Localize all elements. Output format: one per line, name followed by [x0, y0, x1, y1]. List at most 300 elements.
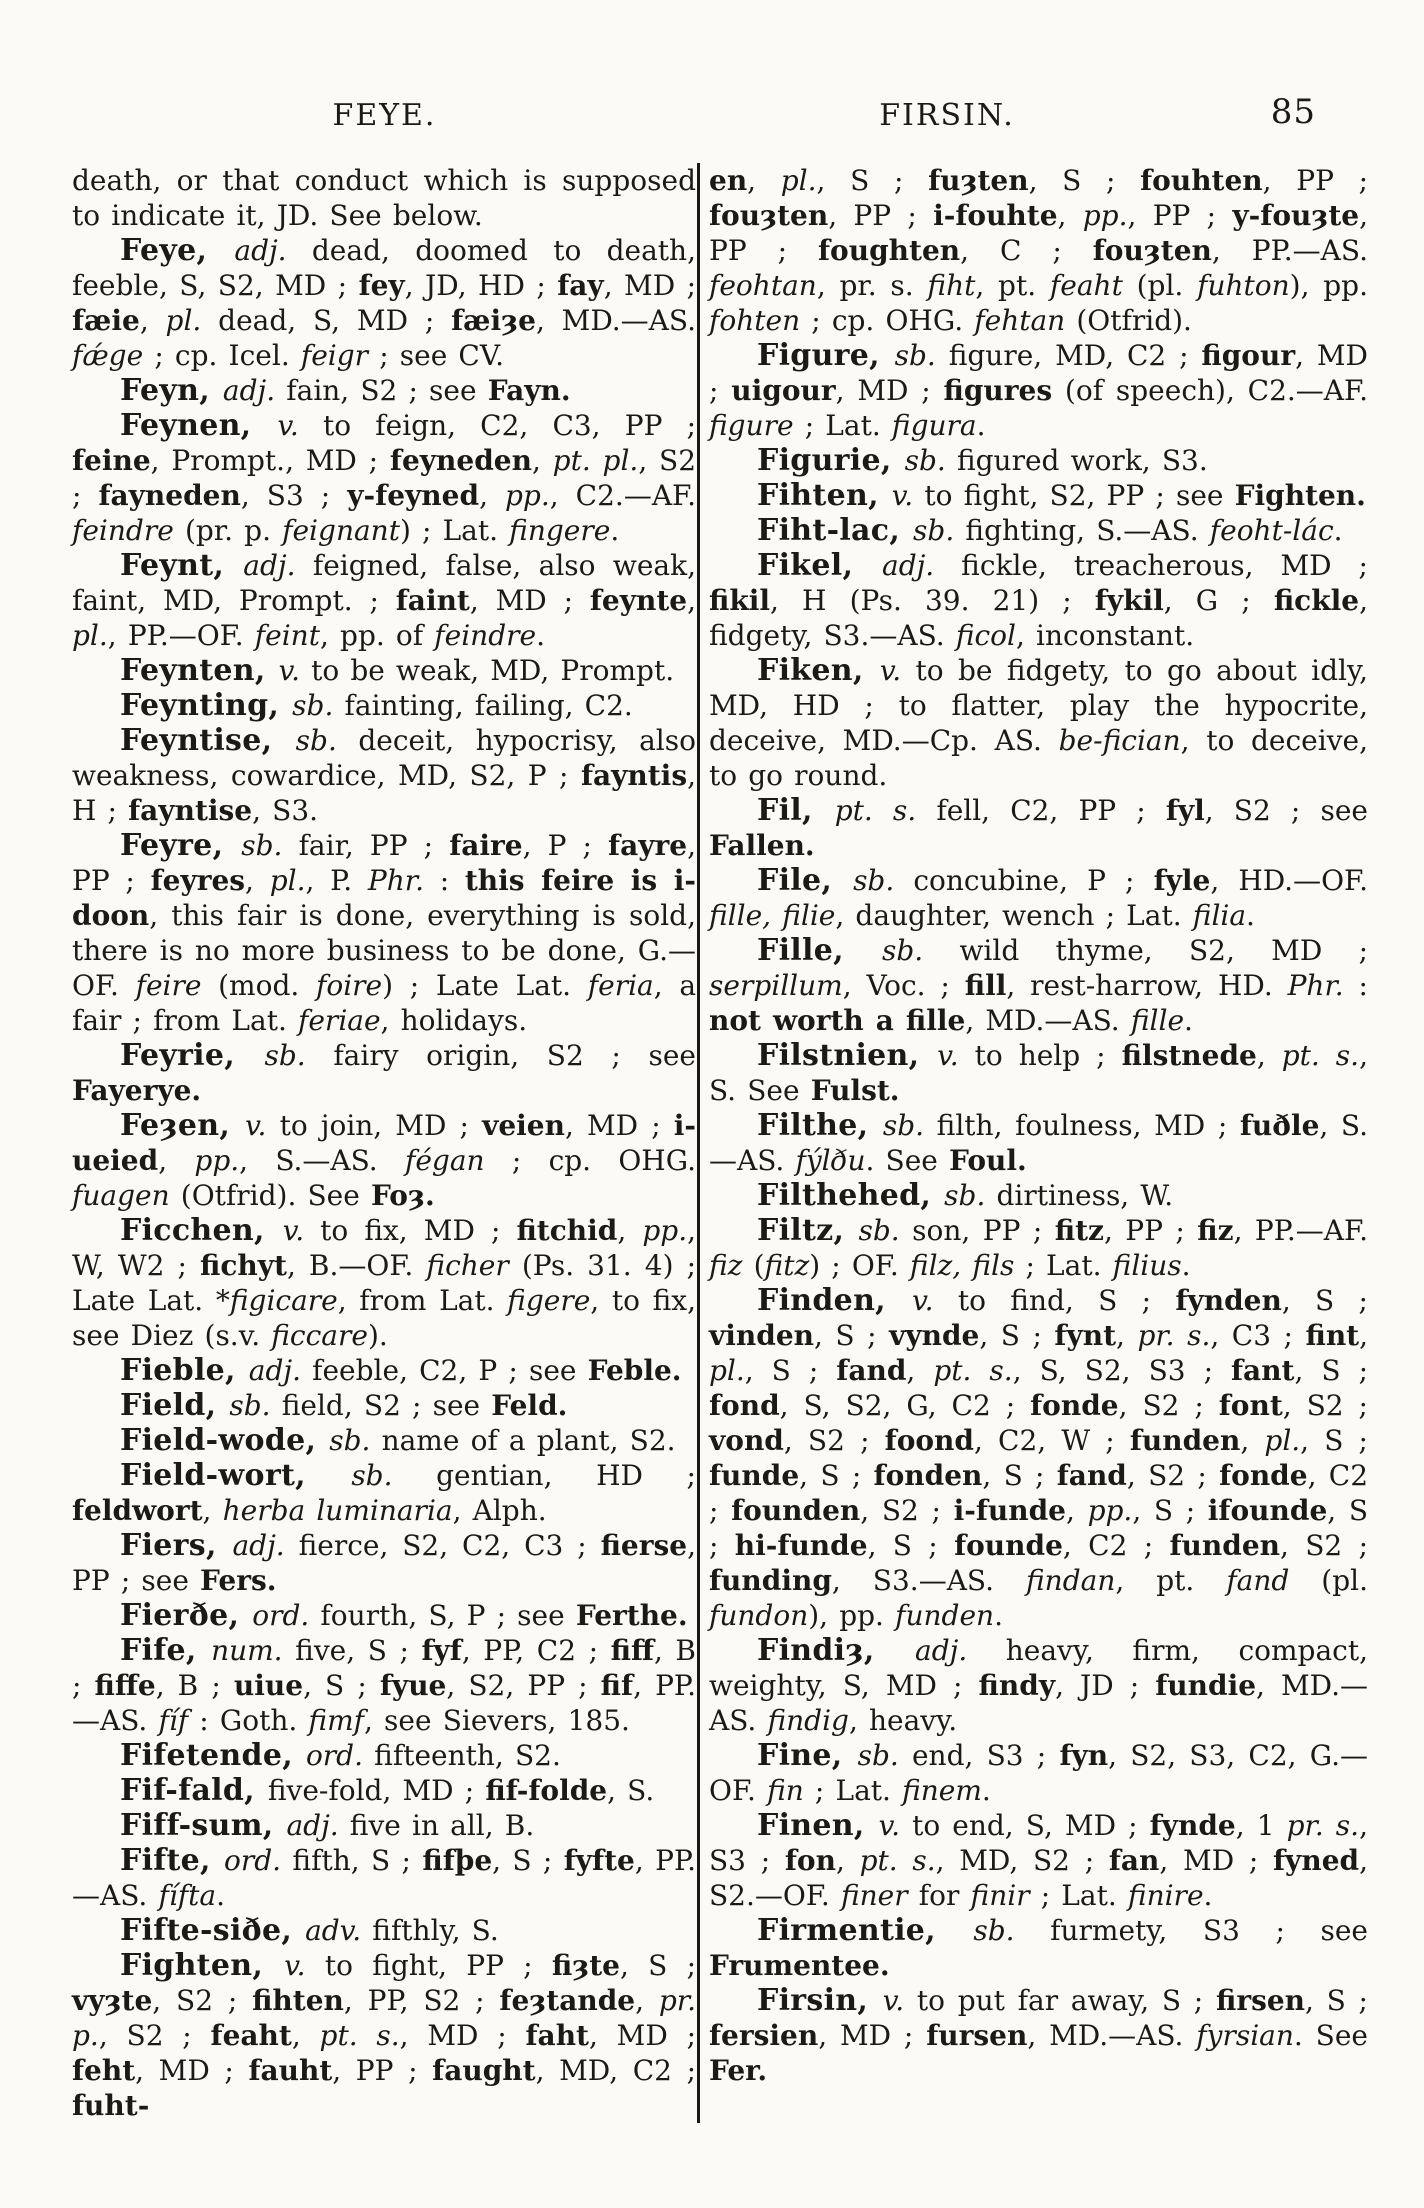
text-run: , C2.—AF. [549, 479, 697, 512]
dictionary-entry [709, 1983, 1368, 2088]
text-run: . See [1293, 2019, 1368, 2052]
dictionary-entry [709, 1808, 1368, 1913]
text-run: , [202, 1494, 223, 1527]
text-run: , S.—AS. [239, 1144, 405, 1177]
variant-form: Frumentee. [709, 1949, 890, 1982]
running-title-right: FIRSIN. [879, 98, 1015, 133]
headword: Feynting, [120, 688, 293, 723]
dictionary-entry [709, 513, 1368, 548]
text-run: , S ; [619, 1949, 696, 1982]
text-run: , MD ; [564, 1109, 674, 1142]
page-header [0, 92, 1424, 142]
text-run: , [531, 444, 553, 477]
variant-form: funde [709, 1459, 800, 1492]
text-run: concubine, P ; [894, 864, 1154, 897]
variant-form: fif-folde [485, 1774, 608, 1807]
text-run: , PP, S2 ; [343, 1984, 500, 2017]
headword: Fifte-siðe, [120, 1913, 306, 1948]
text-run: , PP.—AS. [72, 1844, 697, 1912]
grammar-label: adj. [243, 549, 296, 582]
grammar-label: fimf [308, 1704, 364, 1737]
text-run: , PP ; [1127, 199, 1233, 232]
grammar-label: sb. [857, 1739, 899, 1772]
variant-form: vyȝte [72, 1984, 153, 2017]
variant-form: fickle [1273, 584, 1360, 617]
text-run: , W, W2 ; [72, 1214, 696, 1282]
grammar-label: fundon [709, 1599, 809, 1632]
text-run: , B.—OF. [286, 1249, 427, 1282]
text-run: dirtiness, W. [985, 1179, 1174, 1212]
variant-form: fill [964, 969, 1007, 1002]
grammar-label: fuhton [1197, 269, 1290, 302]
grammar-label: v. [277, 409, 299, 442]
variant-form: foughten [818, 234, 961, 267]
text-run: fourth, S, P ; see [309, 1599, 576, 1632]
variant-form: findy [978, 1669, 1056, 1702]
text-run: ). [367, 1319, 388, 1352]
variant-form: fayntis [580, 759, 688, 792]
grammar-label: serpillum [709, 969, 843, 1002]
grammar-label: Phr. [1287, 969, 1344, 1002]
text-run: . [216, 1879, 225, 1912]
grammar-label: v. [879, 654, 902, 687]
headword: Fifte, [120, 1843, 224, 1878]
text-run: , PP.—AF. [1233, 1214, 1368, 1247]
variant-form: Foul. [949, 1144, 1027, 1177]
grammar-label: pl. [780, 164, 817, 197]
text-run: , B ; [155, 1669, 234, 1702]
variant-form: Feble. [587, 1354, 682, 1387]
variant-form: Feld. [491, 1389, 568, 1422]
grammar-label: sb. [882, 1109, 925, 1142]
text-run: five in all, B. [338, 1809, 535, 1842]
variant-form: faht [525, 2019, 589, 2052]
dictionary-entry [72, 1458, 696, 1528]
grammar-label: pr. s. [1286, 1809, 1360, 1842]
text-run: (Ps. 31. 4) ; Late Lat. * [72, 1249, 696, 1317]
variant-form: i-fouhte [933, 199, 1058, 232]
variant-form: faire [449, 829, 523, 862]
variant-form: fon [784, 1844, 836, 1877]
grammar-label: pt. s. [859, 1844, 936, 1877]
text-run: ; Lat. [803, 1774, 903, 1807]
variant-form: fifþe [422, 1844, 493, 1877]
dictionary-entry [72, 373, 696, 408]
dictionary-entry [709, 1038, 1368, 1108]
headword: Feyre, [120, 828, 242, 863]
variant-form: founden [731, 1494, 861, 1527]
grammar-label: sb. [858, 1214, 900, 1247]
text-run: , MD ; [603, 269, 697, 302]
variant-form: founde [954, 1529, 1063, 1562]
grammar-label: finir [970, 1879, 1030, 1912]
grammar-label: num. [211, 1634, 283, 1667]
text-run: , PP ; see [72, 1529, 696, 1597]
text-run: , H ; [72, 759, 696, 827]
text-run: , S ; [1028, 164, 1141, 197]
text-run: , S ; [799, 1459, 874, 1492]
text-run: , S2 ; [1126, 1459, 1220, 1492]
text-run: ; see CV. [368, 339, 505, 372]
text-run: fair, PP ; [282, 829, 450, 862]
text-run: , S2.—OF. [709, 1844, 1368, 1912]
grammar-label: sb. [904, 444, 946, 477]
variant-form: funding [709, 1564, 832, 1597]
text-run: , S ; [744, 1354, 837, 1387]
text-run: , [139, 304, 166, 337]
grammar-label: fitz [764, 1249, 810, 1282]
text-run: , MD.—AS. [965, 1004, 1131, 1037]
text-run: , heavy. [848, 1704, 958, 1737]
grammar-label: fuagen [72, 1179, 170, 1212]
text-run: : Goth. [188, 1704, 309, 1737]
dictionary-entry [72, 1423, 696, 1458]
variant-form: faint [395, 584, 470, 617]
variant-form: fikil [709, 584, 771, 617]
text-run: , S2 ; [1280, 1529, 1368, 1562]
text-run: , S ; [814, 1319, 890, 1352]
text-run: ( [742, 1249, 765, 1282]
text-run: fell, C2, PP ; [916, 794, 1166, 827]
text-run: fierce, S2, C2, C3 ; [284, 1529, 601, 1562]
text-run: , [747, 164, 781, 197]
text-run: to feign, C2, C3, PP ; [298, 409, 696, 442]
variant-form: y-feyned [347, 479, 480, 512]
grammar-label: adj. [234, 234, 287, 267]
text-run: figure, MD, C2 ; [935, 339, 1202, 372]
text-run: (mod. [201, 969, 316, 1002]
variant-form: vond [709, 1424, 784, 1457]
dictionary-entry [709, 1108, 1368, 1178]
headword: Fif-fald, [120, 1773, 268, 1808]
variant-form: fundie [1155, 1669, 1257, 1702]
text-run: , S ; [982, 1459, 1057, 1492]
text-run: to join, MD ; [266, 1109, 483, 1142]
dictionary-entry [72, 1843, 696, 1913]
dictionary-entry [72, 1108, 696, 1213]
text-run: ; Lat. [793, 409, 892, 442]
text-run: , [245, 864, 270, 897]
headword: Field, [120, 1388, 230, 1423]
dictionary-entry [709, 1738, 1368, 1808]
variant-form: fouȝten [1092, 234, 1212, 267]
text-run: . [994, 1599, 1003, 1632]
text-run: ) ; Late Lat. [382, 969, 588, 1002]
variant-form: fayre [608, 829, 688, 862]
variant-form: fond [709, 1389, 780, 1422]
text-run: , G ; [1163, 584, 1274, 617]
headword: File, [757, 863, 854, 898]
text-run: five-fold, MD ; [267, 1774, 486, 1807]
dictionary-entry [709, 933, 1368, 1038]
text-run: ; cp. OHG. [800, 304, 975, 337]
text-run: fifthly, S. [361, 1914, 499, 1947]
grammar-label: pl. [72, 619, 108, 652]
grammar-label: adj. [232, 1529, 285, 1562]
grammar-label: sb. [241, 829, 283, 862]
column-left [72, 163, 696, 2123]
text-run: , [1057, 199, 1083, 232]
variant-form: Fallen. [709, 829, 815, 862]
text-run: , MD ; [135, 2054, 249, 2087]
text-run: , this fair is done, everything is sold, there is no more business to be done, G.—OF. [72, 899, 696, 1002]
grammar-label: sb. [881, 934, 924, 967]
grammar-label: fiht [927, 269, 976, 302]
text-run: , [617, 1214, 643, 1247]
grammar-label: ord. [305, 1739, 364, 1772]
text-run: , S, S2, G, C2 ; [779, 1389, 1031, 1422]
variant-form: fyfte [563, 1844, 635, 1877]
text-run: , PP ; [1103, 1214, 1198, 1247]
headword: Field-wort, [120, 1458, 352, 1493]
text-run: , C ; [960, 234, 1093, 267]
dictionary-entry [709, 1913, 1368, 1983]
variant-form: fey [358, 269, 405, 302]
grammar-label: pp. [505, 479, 550, 512]
text-run: ; Lat. [1029, 1879, 1128, 1912]
variant-form: fynden [1175, 1284, 1282, 1317]
entry-continuation [72, 163, 696, 233]
grammar-label: adj. [882, 549, 935, 582]
text-run: , MD ; [709, 339, 1368, 407]
grammar-label: fíf [158, 1704, 189, 1737]
text-run: , P. [305, 864, 368, 897]
text-run: , Voc. ; [842, 969, 965, 1002]
grammar-label: sb. [329, 1424, 371, 1457]
variant-form: i-funde [953, 1494, 1066, 1527]
grammar-label: pt. s. [319, 2019, 400, 2052]
text-run: fain, S2 ; see [275, 374, 488, 407]
grammar-label: v. [245, 1109, 267, 1142]
text-run: . [1333, 514, 1343, 547]
text-run: , pr. s. [816, 269, 928, 302]
variant-form: fonde [1030, 1389, 1119, 1422]
grammar-label: foire [315, 969, 383, 1002]
text-run: (pr. p. [173, 514, 283, 547]
grammar-label: pr. s. [1137, 1319, 1211, 1352]
text-run: , C3 ; [1210, 1319, 1306, 1352]
text-run: deceit, hypocrisy, also weakness, cowardice, MD, S2, P ; [72, 724, 696, 792]
grammar-label: fǽge [72, 339, 144, 372]
text-run: feigned, false, also weak, faint, MD, Prompt. ; [72, 549, 696, 617]
text-run: heavy, firm, compact, weighty, S, MD ; [709, 1634, 1368, 1702]
text-run: , [906, 1354, 934, 1387]
text-run: ; Lat. [1014, 1249, 1113, 1282]
grammar-label: sb. [295, 724, 337, 757]
grammar-label: fyrsian [1196, 2019, 1294, 2052]
text-run: : [423, 864, 465, 897]
column-divider-rule [697, 163, 700, 2123]
dictionary-entry [72, 1633, 696, 1738]
headword: Fihten, [757, 478, 892, 513]
variant-form: faught [432, 2054, 536, 2087]
text-run: , MD, C2 ; [535, 2054, 697, 2087]
text-run: ) ; Lat. [399, 514, 510, 547]
text-run: ; cp. OHG. [484, 1144, 696, 1177]
variant-form: figures [943, 374, 1053, 407]
text-run: . See [865, 1144, 949, 1177]
text-run: (pl. [1122, 269, 1198, 302]
headword: Filthehed, [757, 1178, 945, 1213]
grammar-label: adv. [305, 1914, 362, 1947]
grammar-label: v. [937, 1039, 959, 1072]
headword: Feyrie, [120, 1038, 265, 1073]
text-run: , S ; [1305, 1984, 1368, 2017]
headword: Feyn, [120, 373, 223, 408]
text-run: to put far away, S ; [904, 1984, 1216, 2017]
variant-form: fyl [1165, 794, 1205, 827]
grammar-label: feria [587, 969, 654, 1002]
variant-form: funden [1169, 1529, 1280, 1562]
text-run: , C2 ; [1062, 1529, 1170, 1562]
grammar-label: pt. pl. [552, 444, 639, 477]
text-run: dead, doomed to death, feeble, S, S2, MD ; [72, 234, 696, 302]
text-run: , pt. [1115, 1564, 1227, 1597]
column-right [709, 163, 1368, 2123]
dictionary-entry [72, 548, 696, 653]
grammar-label: sb. [944, 1179, 986, 1212]
grammar-label: pt. s. [834, 794, 917, 827]
variant-form: fauht [248, 2054, 333, 2087]
text-run: , HD.—OF. [1210, 864, 1369, 897]
text-run: , S ; [1300, 1424, 1368, 1457]
variant-form: fitchid [516, 1214, 618, 1247]
variant-form: this feire is i-doon [72, 864, 697, 932]
variant-form: fykil [1094, 584, 1164, 617]
variant-form: fynt [1054, 1319, 1117, 1352]
headword: Feynten, [120, 653, 279, 688]
grammar-label: sb. [351, 1459, 393, 1492]
headword: Feye, [120, 233, 235, 268]
text-run: ) ; OF. [809, 1249, 910, 1282]
text-run: (pl. [1289, 1564, 1369, 1597]
variant-form: en [709, 164, 748, 197]
grammar-label: v. [882, 1984, 905, 2017]
text-run: . [610, 514, 620, 547]
grammar-label: findig [767, 1704, 849, 1737]
text-run: fifteenth, S2. [363, 1739, 561, 1772]
grammar-label: fégan [404, 1144, 485, 1177]
grammar-label: fehtan [974, 304, 1066, 337]
text-run: , S. See [709, 1039, 1368, 1107]
variant-form: filstnede [1121, 1039, 1257, 1072]
text-run: , PP.—AS. [1211, 234, 1368, 267]
grammar-label: fand [1226, 1564, 1290, 1597]
text-run: , daughter, wench ; Lat. [835, 899, 1193, 932]
variant-form: fiz [1197, 1214, 1234, 1247]
text-run: to fight, PP ; [305, 1949, 552, 1982]
headword: Fiff-sum, [120, 1808, 287, 1843]
text-run: . [1203, 1879, 1213, 1912]
text-run: , fidgety, S3.—AS. [709, 584, 1368, 652]
dictionary-entry [72, 723, 696, 828]
dictionary-entry [72, 1738, 696, 1773]
text-run: , PP.—AS. [72, 1669, 696, 1737]
text-run: (Otfrid). See [169, 1179, 371, 1212]
grammar-label: filius [1112, 1249, 1182, 1282]
headword: Fil, [757, 793, 835, 828]
dictionary-entry [709, 548, 1368, 653]
text-run: , S2 ; [152, 1984, 253, 2017]
variant-form: vinden [709, 1319, 815, 1352]
headword: Figurie, [757, 443, 905, 478]
text-run: , S ; [492, 1844, 564, 1877]
dictionary-entry [709, 1633, 1368, 1738]
variant-form: font [1218, 1389, 1283, 1422]
grammar-label: feoht-lác [1209, 514, 1334, 547]
grammar-label: ord. [224, 1844, 282, 1877]
headword: Fighten, [120, 1948, 285, 1983]
text-run: to be weak, MD, Prompt. [299, 654, 675, 687]
text-run: , [687, 584, 696, 617]
variant-form: feȝtande [499, 1984, 636, 2017]
grammar-label: pp. [1087, 1494, 1133, 1527]
grammar-label: fin [767, 1774, 804, 1807]
grammar-label: v. [282, 1214, 305, 1247]
grammar-label: adj. [222, 374, 276, 407]
headword: Fiht-lac, [757, 513, 914, 548]
variant-form: fuht- [72, 2089, 150, 2122]
text-run: , [1240, 1424, 1265, 1457]
variant-form: feldwort [72, 1494, 203, 1527]
headword: Filstnien, [757, 1038, 938, 1073]
variant-form: fihten [252, 1984, 344, 2017]
text-run: , [479, 479, 505, 512]
text-run: , JD ; [1055, 1669, 1156, 1702]
variant-form: feyres [150, 864, 246, 897]
grammar-label: v. [278, 654, 300, 687]
text-run: (Otfrid). [1065, 304, 1192, 337]
text-run: . [976, 409, 986, 442]
text-run: , holidays. [380, 1004, 528, 1037]
text-run: , S2 ; [72, 444, 697, 512]
variant-form: fichyt [200, 1249, 287, 1282]
headword: Filthe, [757, 1108, 883, 1143]
text-run: , H (Ps. 39. 21) ; [770, 584, 1095, 617]
grammar-label: feigr [300, 339, 369, 372]
headword: Firmentie, [757, 1913, 974, 1948]
dictionary-entry [709, 443, 1368, 478]
text-run: , pp. of [319, 619, 435, 652]
text-run: to find, S ; [933, 1284, 1176, 1317]
variant-form: uiue [233, 1669, 304, 1702]
grammar-label: sb. [913, 514, 955, 547]
text-run: , PP ; [709, 199, 1369, 267]
text-run: , S2 ; [1282, 1389, 1368, 1422]
text-run: , [635, 1984, 659, 2017]
text-run: fickle, treacherous, MD ; [934, 549, 1368, 582]
grammar-label: Phr. [367, 864, 424, 897]
dictionary-entry [709, 863, 1368, 933]
text-run: , PP, C2 ; [461, 1634, 611, 1667]
text-run: , S ; [1281, 1284, 1368, 1317]
text-run: to help ; [958, 1039, 1122, 1072]
dictionary-entry [72, 1038, 696, 1108]
grammar-label: pl. [269, 864, 306, 897]
grammar-label: feohtan [709, 269, 817, 302]
headword: Feȝen, [120, 1108, 246, 1143]
text-run: , from Lat. [337, 1284, 508, 1317]
text-run: , MD ; [399, 2019, 526, 2052]
text-run: , MD, S2 ; [935, 1844, 1109, 1877]
grammar-label: figicare [229, 1284, 338, 1317]
text-run: , B ; [72, 1634, 696, 1702]
grammar-label: fingere [509, 514, 611, 547]
grammar-label: v. [912, 1284, 934, 1317]
variant-form: fyned [1273, 1844, 1360, 1877]
text-run: , S ; [709, 1494, 1369, 1562]
text-run: ), pp. [808, 1599, 896, 1632]
